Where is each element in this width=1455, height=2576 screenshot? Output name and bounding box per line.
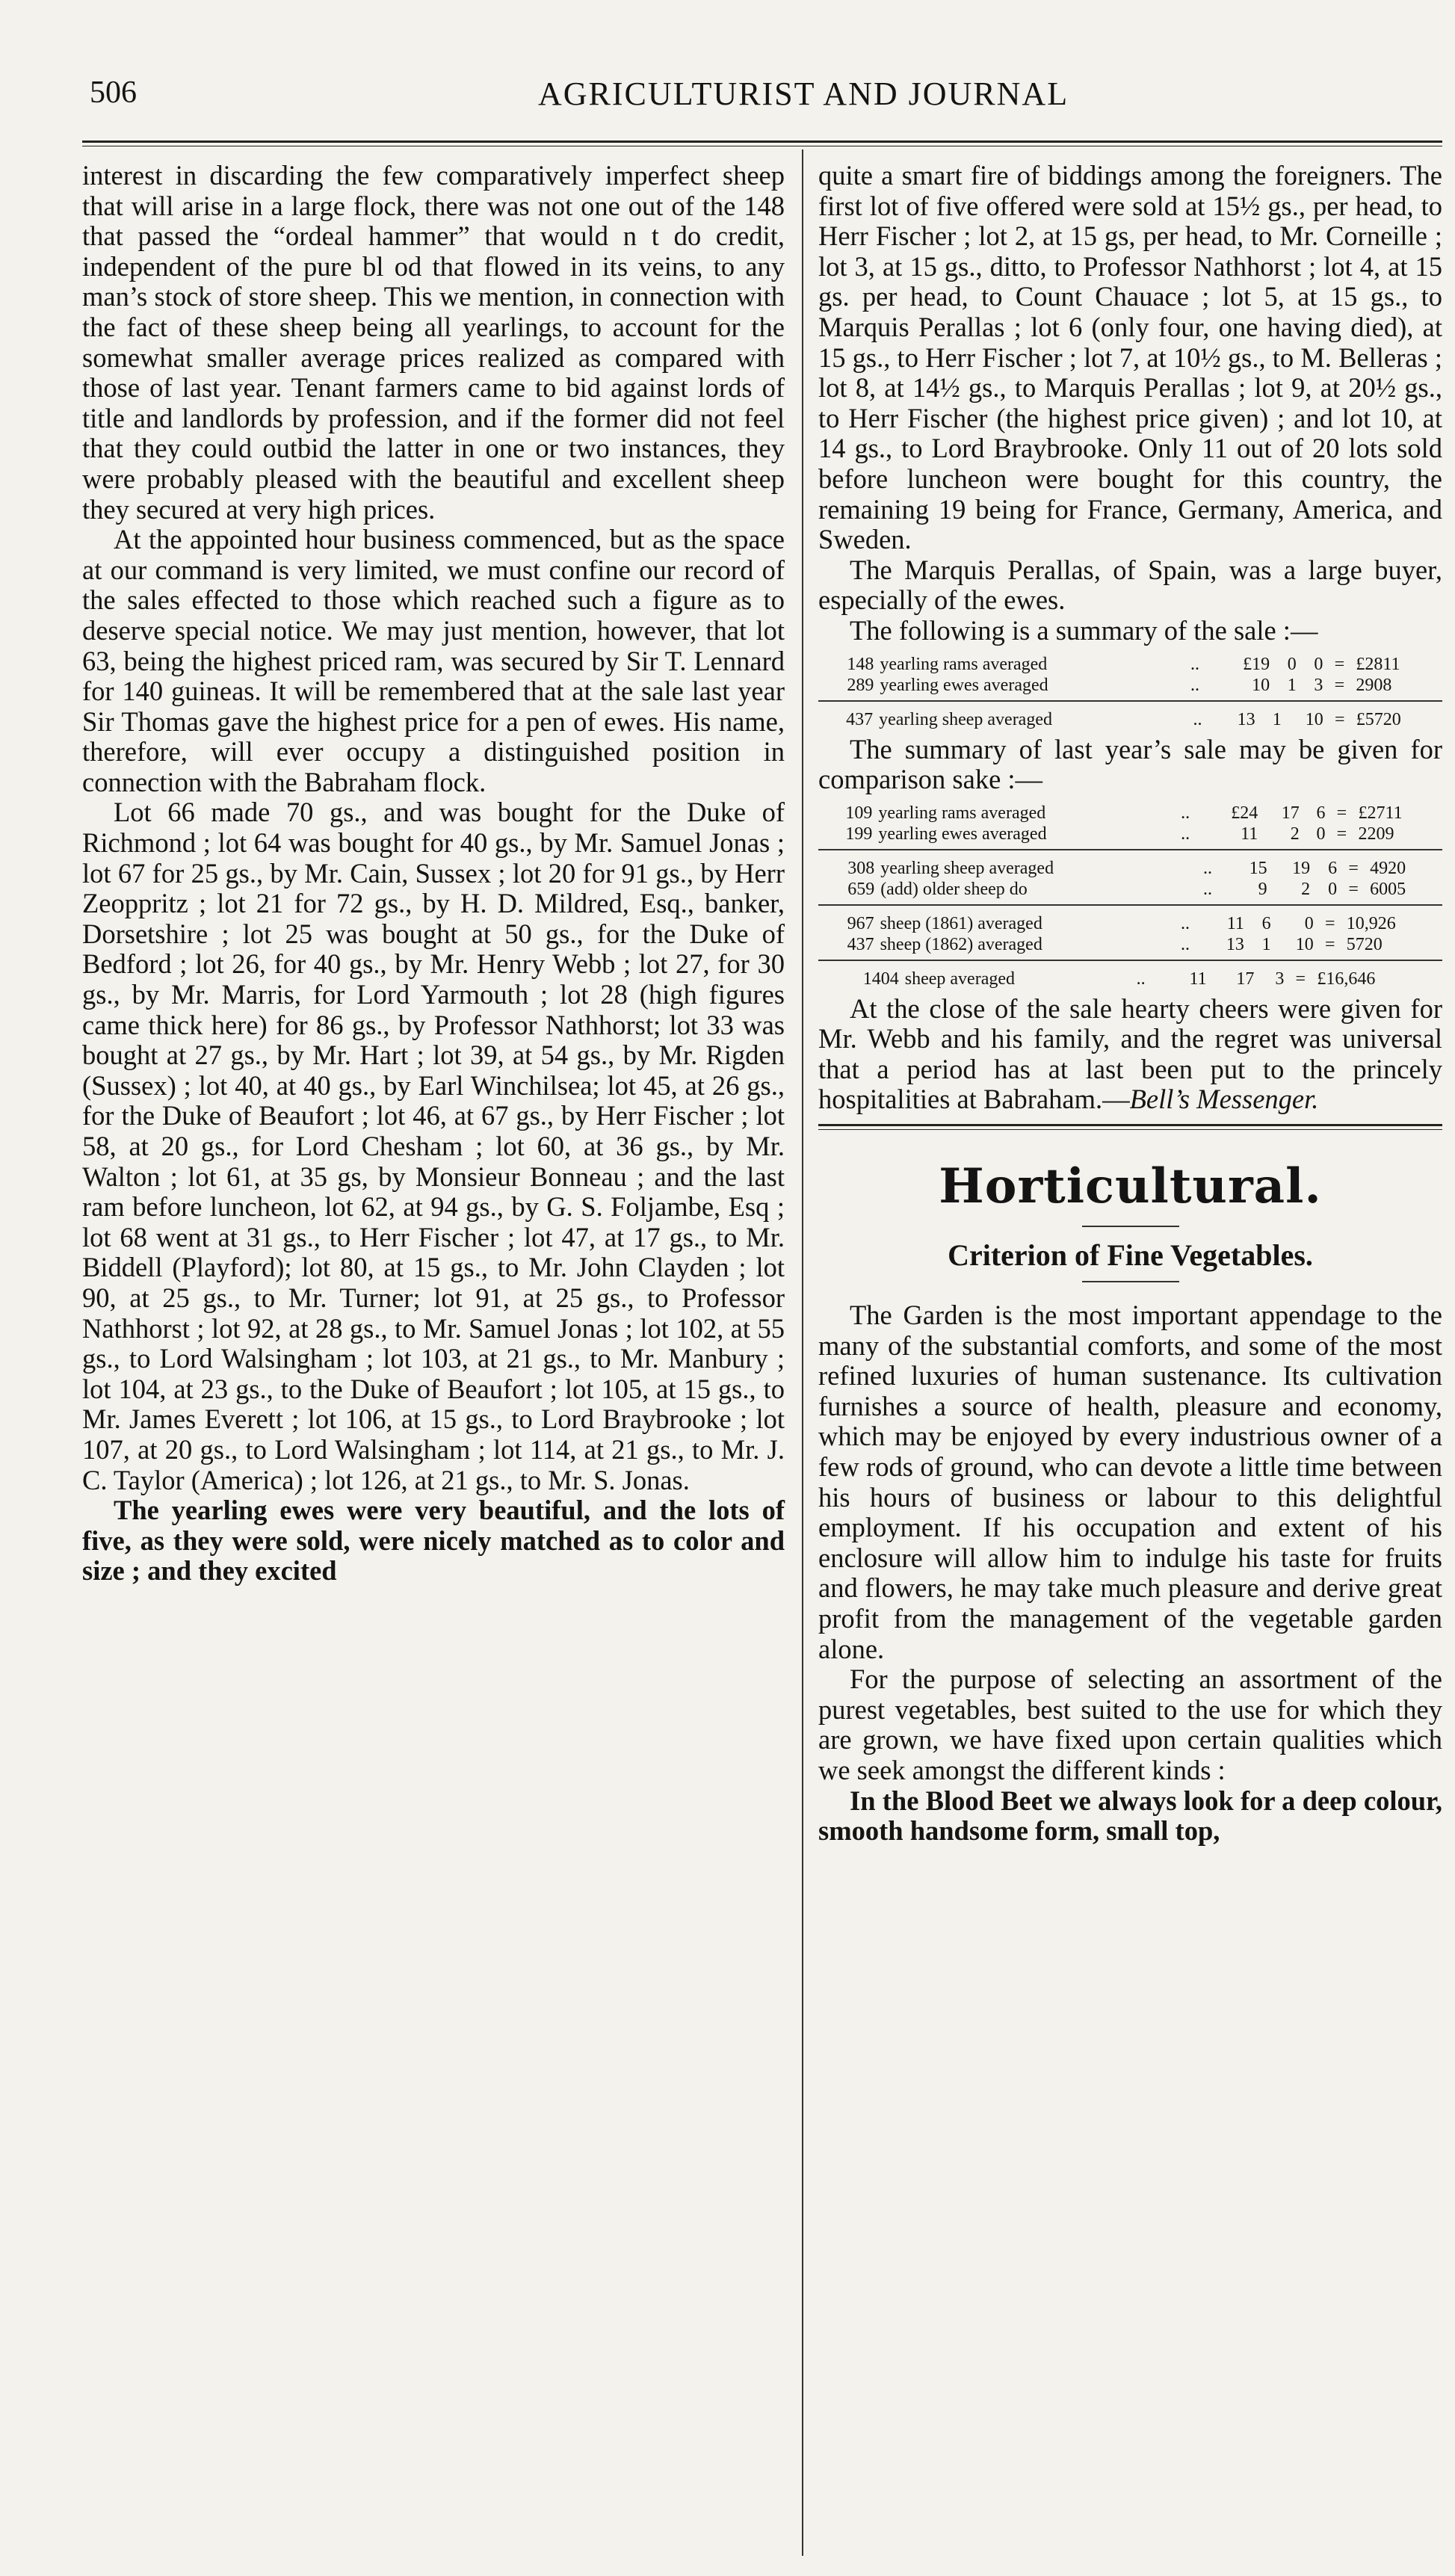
summary-cell-count: 148 xyxy=(847,654,874,674)
header-rule xyxy=(82,140,1442,146)
summary-cell-total: 4920 xyxy=(1370,858,1406,878)
summary-cell-dots: .. xyxy=(1202,879,1212,899)
summary-cell-eq: = xyxy=(1348,858,1359,878)
article-title: Criterion of Fine Vegetables. xyxy=(948,1238,1313,1273)
summary-cell-total: £2711 xyxy=(1358,803,1403,823)
summary-row xyxy=(818,654,1442,675)
summary-row xyxy=(818,858,1442,879)
summary-cell-d: 0 xyxy=(1304,913,1314,933)
summary-cell-count: 659 xyxy=(847,879,875,899)
paragraph: For the purpose of selecting an assortment of the purest vegetables, best suited to the use for which they are grown, we have fixed upon certain qualities which we seek amongst the different kinds : xyxy=(818,1664,1442,1785)
summary-intro: The following is a summary of the sale :— xyxy=(850,614,1318,646)
closing-text: At the close of the sale hearty cheers were given for Mr. Webb and his family, and the regret was universal that a period has at last been put to the princely hospitalities at Babraham.— xyxy=(818,992,1442,1115)
summary-cell-l: £24 xyxy=(1231,803,1258,823)
paragraph: The Marquis Perallas, of Spain, was a large buyer, especially of the ewes. xyxy=(818,554,1442,616)
summary-cell-s: 19 xyxy=(1292,858,1311,878)
summary-cell-dots: .. xyxy=(1202,858,1212,878)
summary-table-current xyxy=(818,654,1442,696)
summary-cell-eq: = xyxy=(1295,969,1306,989)
summary-cell-eq: = xyxy=(1335,709,1345,729)
summary-table-last-c xyxy=(818,913,1442,955)
summary-cell-s: 6 xyxy=(1261,913,1271,933)
summary-table-current-total xyxy=(818,709,1442,730)
column-divider xyxy=(802,149,803,2556)
summary-cell-l: 15 xyxy=(1249,858,1267,878)
summary-cell-total: 5720 xyxy=(1346,934,1383,954)
summary-cell-s: 1 xyxy=(1261,934,1271,954)
short-rule xyxy=(1082,1281,1179,1282)
section-rule xyxy=(818,1124,1442,1130)
summary-cell-count: 308 xyxy=(847,858,875,878)
summary-cell-desc: yearling rams averaged xyxy=(878,803,1046,823)
summary-cell-count: 199 xyxy=(845,824,873,844)
summary-cell-l: 11 xyxy=(1241,824,1258,844)
summary-row xyxy=(818,969,1442,989)
summary-table-last-a xyxy=(818,803,1442,844)
summary-cell-dots: .. xyxy=(1180,934,1190,954)
summary-cell-s: 2 xyxy=(1301,879,1311,899)
summary-cell-dots: .. xyxy=(1190,675,1200,695)
summary-cell-dots: .. xyxy=(1181,824,1190,844)
summary-cell-l: £19 xyxy=(1243,654,1270,674)
table-rule xyxy=(818,849,1442,850)
paragraph: quite a smart fire of biddings among the foreigners. The first lot of five offered were sold at 15½ gs., per head, to Herr Fischer ; lot 2, at 15 gs, per head, to Mr. Corneille ; lot 3, at 15 gs., ditto, to Professor Nathhorst ; lot 4, at 15 gs. per head, to Count Chauace ; lot 5, at 15 gs., to Marquis Perallas ; lot 6 (only four, one having died), at 15 gs., to Herr Fischer ; lot 7, at 10½ gs., to M. Belleras ; lot 8, at 14½ gs., to Marquis Perallas ; lot 9, at 20½ gs., to Herr Fischer (the highest price given) ; and lot 10, at 14 gs., to Lord Braybrooke. Only 11 out of 20 lots sold before luncheon were bought for this country, the remaining 19 being for France, Germany, America, and Sweden. xyxy=(818,160,1442,555)
section-heading: Horticultural. xyxy=(939,1158,1322,1215)
summary-cell-s: 1 xyxy=(1287,675,1297,695)
summary-row xyxy=(818,913,1442,934)
summary-table-last-b xyxy=(818,858,1442,900)
summary-cell-total: 2908 xyxy=(1356,675,1392,695)
summary-cell-d: 10 xyxy=(1305,709,1323,729)
summary-cell-desc: yearling sheep averaged xyxy=(880,858,1054,878)
summary-row xyxy=(818,675,1442,696)
summary-cell-total: 6005 xyxy=(1370,879,1406,899)
running-title: AGRICULTURIST AND JOURNAL xyxy=(538,75,1069,112)
summary-cell-s: 17 xyxy=(1281,803,1300,823)
summary-cell-count: 967 xyxy=(847,913,874,933)
summary-row xyxy=(818,824,1442,844)
summary-cell-eq: = xyxy=(1336,803,1347,823)
summary-cell-d: 6 xyxy=(1316,803,1326,823)
summary-cell-eq: = xyxy=(1324,913,1335,933)
summary-cell-s: 17 xyxy=(1236,969,1255,989)
summary-row xyxy=(818,934,1442,955)
closing-paragraph xyxy=(818,994,1442,1115)
summary-cell-d: 3 xyxy=(1314,675,1323,695)
summary-cell-desc: yearling sheep averaged xyxy=(879,709,1052,729)
summary-table-last-total xyxy=(818,969,1442,989)
summary-cell-d: 0 xyxy=(1328,879,1338,899)
summary-cell-l: 11 xyxy=(1189,969,1207,989)
summary-cell-l: 13 xyxy=(1237,709,1255,729)
summary-cell-desc: yearling ewes averaged xyxy=(880,675,1048,695)
page-number: 506 xyxy=(90,75,137,110)
paragraph: The yearling ewes were very beautiful, and the lots of five, as they were sold, were nicely matched as to color and size ; and they excited xyxy=(82,1495,785,1587)
summary-cell-eq: = xyxy=(1336,824,1347,844)
summary-cell-dots: .. xyxy=(1190,654,1200,674)
table-rule xyxy=(818,904,1442,906)
paragraph: Lot 66 made 70 gs., and was bought for the Duke of Richmond ; lot 64 was bought for 40 gs., by Mr. Samuel Jonas ; lot 67 for 25 gs., by Mr. Cain, Sussex ; lot 20 for 91 gs., by Herr Zeoppritz ; lot 21 for 72 gs., by H. D. Mildred, Esq., banker, Dorsetshire ; lot 25 was bought at 50 gs., for the Duke of Bedford ; lot 26, for 40 gs., by Mr. Henry Webb ; lot 27, for 30 gs., by Mr. Marris, for Lord Yarmouth ; lot 28 (high figures came thick here) for 86 gs., by Professor Nathhorst; lot 33 was bought at 27 gs., by Mr. Hart ; lot 39, at 54 gs., by Mr. Rigden (Sussex) ; lot 40, at 40 gs., by Earl Winchilsea; lot 45, at 26 gs., for the Duke of Beaufort ; lot 46, at 67 gs., by Herr Fischer ; lot 58, at 20 gs., for Lord Chesham ; lot 60, at 36 gs., by Mr. Walton ; lot 61, at 35 gs, by Monsieur Bonneau ; and the last ram before luncheon, lot 62, at 94 gs., by G. S. Foljambe, Esq ; lot 68 went at 31 gs., to Herr Fischer ; lot 47, at 17 gs., to Mr. Biddell (Playford); lot 80, at 15 gs., to Mr. John Clayden ; lot 90, at 25 gs., to Mr. Turner; lot 91, at 25 gs., to Professor Nathhorst ; lot 92, at 28 gs., to Mr. Samuel Jonas ; lot 102, at 55 gs., to Lord Walsingham ; lot 103, at 21 gs., to Mr. Manbury ; lot 104, at 23 gs., to the Duke of Beaufort ; lot 105, at 15 gs., to Mr. James Everett ; lot 106, at 15 gs., to Lord Braybrooke ; lot 107, at 20 gs., to Lord Walsingham ; lot 114, at 21 gs., to Mr. J. C. Taylor (America) ; lot 126, at 21 gs., to Mr. S. Jonas. xyxy=(82,797,785,1495)
summary-cell-count: 437 xyxy=(846,709,874,729)
paragraph: At the appointed hour business commenced, but as the space at our command is very limited, we must confine our record of the sales effected to those which reached such a figure as to deserve special notice. We may just mention, however, that lot 63, being the highest priced ram, was secured by Sir T. Lennard for 140 guineas. It will be remembered that at the sale last year Sir Thomas gave the highest price for a pen of ewes. His name, therefore, will ever occupy a distinguished position in connection with the Babraham flock. xyxy=(82,524,785,797)
summary-cell-s: 0 xyxy=(1287,654,1297,674)
source-credit: Bell’s Messenger. xyxy=(1129,1084,1319,1115)
summary-cell-s: 2 xyxy=(1290,824,1300,844)
table-rule xyxy=(818,960,1442,961)
right-column xyxy=(818,161,1442,1847)
summary-cell-desc: sheep (1862) averaged xyxy=(880,934,1042,954)
summary-cell-l: 13 xyxy=(1226,934,1244,954)
summary-cell-desc: (add) older sheep do xyxy=(880,879,1028,899)
summary-cell-count: 289 xyxy=(847,675,874,695)
summary-cell-total: 10,926 xyxy=(1346,913,1396,933)
summary-cell-desc: yearling ewes averaged xyxy=(878,824,1047,844)
paragraph: interest in discarding the few comparatively imperfect sheep that will arise in a large flock, there was not one out of the 148 that passed the “ordeal hammer” that would n t do credit, independent of the pure bl od that flowed in its veins, to any man’s stock of store sheep. This we mention, in connection with the fact of these sheep being all yearlings, to account for the somewhat smaller average prices realized as compared with those of last year. Tenant farmers came to bid against lords of title and landlords by profession, and if the former did not feel that they could outbid the latter in one or two instances, they were probably pleased with the beautiful and excellent sheep they secured at very high prices. xyxy=(82,160,785,525)
summary-cell-count: 109 xyxy=(845,803,873,823)
short-rule xyxy=(1082,1226,1179,1227)
summary-cell-desc: sheep averaged xyxy=(904,969,1015,989)
left-column xyxy=(82,161,785,1587)
summary-row xyxy=(818,803,1442,824)
paragraph: In the Blood Beet we always look for a deep colour, smooth handsome form, small top, xyxy=(818,1785,1442,1847)
paragraph: The Garden is the most important appendage to the many of the substantial comforts, and some of the most refined luxuries of human sustenance. Its cultivation furnishes a source of health, pleasure and economy, which may be enjoyed by every industrious owner of a few rods of ground, who can devote a little time between his hours of business or labour to this delightful employment. If his occupation and extent of his enclosure will allow him to indulge his taste for fruits and flowers, he may take much pleasure and derive great profit from the management of the vegetable garden alone. xyxy=(818,1300,1442,1664)
summary-cell-total: 2209 xyxy=(1358,824,1394,844)
summary-cell-eq: = xyxy=(1348,879,1359,899)
paragraph: The summary of last year’s sale may be given for comparison sake :— xyxy=(818,733,1442,795)
table-rule xyxy=(818,700,1442,702)
summary-cell-d: 0 xyxy=(1314,654,1323,674)
summary-cell-l: 10 xyxy=(1252,675,1270,695)
summary-cell-dots: .. xyxy=(1136,969,1146,989)
summary-row xyxy=(818,709,1442,730)
summary-cell-d: 10 xyxy=(1295,934,1314,954)
summary-cell-s: 1 xyxy=(1272,709,1282,729)
summary-cell-count: 437 xyxy=(847,934,874,954)
summary-cell-dots: .. xyxy=(1180,913,1190,933)
summary-cell-desc: sheep (1861) averaged xyxy=(880,913,1042,933)
summary-cell-count: 1404 xyxy=(862,969,899,989)
summary-cell-eq: = xyxy=(1324,934,1335,954)
summary-cell-d: 3 xyxy=(1275,969,1285,989)
summary-cell-desc: yearling rams averaged xyxy=(880,654,1048,674)
summary-cell-l: 11 xyxy=(1226,913,1244,933)
summary-cell-eq: = xyxy=(1334,654,1345,674)
summary-cell-l: 9 xyxy=(1258,879,1267,899)
summary-cell-d: 6 xyxy=(1328,858,1338,878)
summary-cell-eq: = xyxy=(1334,675,1345,695)
summary-cell-d: 0 xyxy=(1316,824,1326,844)
summary-cell-dots: .. xyxy=(1193,709,1202,729)
summary-row xyxy=(818,879,1442,900)
summary-cell-total: £16,646 xyxy=(1317,969,1376,989)
summary-cell-dots: .. xyxy=(1181,803,1190,823)
summary-cell-total: £5720 xyxy=(1356,709,1401,729)
summary-cell-total: £2811 xyxy=(1356,654,1400,674)
